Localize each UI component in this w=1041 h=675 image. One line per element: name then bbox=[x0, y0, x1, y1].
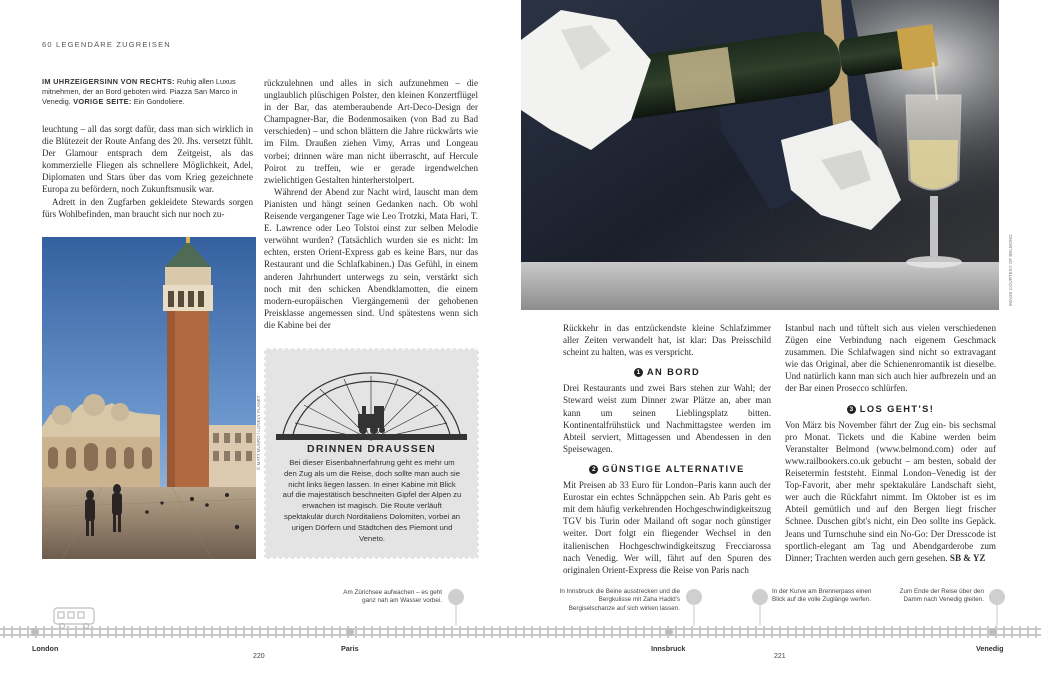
paragraph: Adrett in den Zugfarben gekleidete Stewards sorgen fürs Wohlbefinden, man braucht sich nur noch zu- bbox=[42, 196, 253, 219]
champagne-illustration bbox=[521, 0, 999, 310]
paragraph: Mit Preisen ab 33 Euro für London–Paris kann auch der Eurostar ein echtes Schnäppchen sein. Ab Paris geht es mit dem häufig verkehrenden Hochgeschwindigkeitszug TGV bis Turin oder Mailand oft sogar noch günstiger weiter. Dort folgt ein fliegender Wechsel in den italienischen Hochgeschwindigkeitszug Frecciarossa nach Venedig. Wer will, fährt auf den Spuren des originalen Orient-Express die Reise von Paris nach bbox=[563, 480, 771, 575]
route-timeline bbox=[0, 580, 1041, 675]
section-number: 2 bbox=[589, 465, 598, 474]
piazza-san-marco-illustration bbox=[42, 237, 256, 559]
sidebar-text: Bei dieser Eisenbahnerfahrung geht es mehr um den Zug als um die Reise, doch sollte man auch sie nicht links liegen lassen. In einer Kabine mit Blick auf die majestätisch beschneiten Gipfel der Alpen zu erwachen ist magisch. Die Route verläuft spektakulär durch Norditaliens Dolomiten, vorbei an urigen Dörfern und Städtchen des Piemont und Veneto. bbox=[282, 458, 462, 543]
section-heading-alternative bbox=[563, 463, 771, 475]
binoculars-icon bbox=[989, 589, 1005, 605]
ski-jump-icon bbox=[686, 589, 702, 605]
text-column-2 bbox=[264, 77, 478, 331]
author-signoff: SB & YZ bbox=[949, 552, 986, 563]
station-venedig: Venedig bbox=[976, 644, 1004, 653]
timeline-note-venedig: Zum Ende der Reise über den Damm nach Venedig gleiten. bbox=[899, 588, 984, 604]
station-london: London bbox=[32, 644, 59, 653]
section-heading-text: GÜNSTIGE ALTERNATIVE bbox=[602, 463, 745, 474]
photo-piazza-san-marco bbox=[42, 237, 256, 559]
section-number: 1 bbox=[634, 368, 643, 377]
paragraph: leuchtung – all das sorgt dafür, dass man sich wirklich in die Blütezeit der Route Anfang des 20. Jhs. versetzt fühlt. Der Glamour entsprach dem Zeitgeist, als das kommerzielle Fliegen als schnellere Möglichkeit, Adel, Diplomaten und Stars über das vom Krieg gezeichnete Europa zu befördern, noch Zukunftsmusik war. bbox=[42, 124, 253, 195]
binoculars-icon bbox=[752, 589, 768, 605]
timeline-note-brennerpass: In der Kurve am Brennerpass einen Blick auf die volle Zuglänge werfen. bbox=[772, 588, 872, 604]
section-heading-text: AN BORD bbox=[646, 367, 701, 378]
paragraph: Rückkehr in das entzückendste kleine Schlafzimmer aller Zeiten verwandelt hat, ist klar: Das Preisschild scheint zu halten, was es verspricht. bbox=[563, 323, 771, 358]
timeline-note-zurichsee: Am Zürichsee aufwachen – es geht ganz nah am Wasser vorbei. bbox=[343, 589, 442, 605]
paragraph-text: Von März bis November fährt der Zug ein- bis sechsmal pro Monat. Tickets und die Kabine werden beim Veranstalter Belmond (www.belmond.com) oder auf www.railbookers.co.uk gebucht – am besten, sobald der Reisetermin feststeht. Einmal London–Venedig ist der Top-Favorit, aber mehr spektakuläre Landschaft sieht, wer auch die Rückfahrt nimmt. Im Oktober ist es im Abteil gemütlich und auf den Bergen liegt frischer Schnee. Duschen gibt's nicht, ein Deo sollte ins Gepäck. Jeans und Turnschuhe sind ein No-Go: Der Dresscode ist sportlich-elegant am Tag und Abendgarderobe zum Dinner; Trachten werden auch gern gesehen. bbox=[785, 419, 996, 563]
section-heading-an-bord bbox=[563, 366, 771, 378]
station-paris: Paris bbox=[341, 644, 359, 653]
paragraph: Istanbul nach und tüftelt sich aus vielen verschiedenen Zügen eine Verbindung nach eigenem Geschmack zusammen. Die Schlafwagen sind nicht so extravagant wie das Original, aber die Schienenromantik ist dieselbe. Und natürlich kann man sich auch hier aufbrezeln und an der Bar einen Prosecco schlürfen. bbox=[785, 323, 996, 394]
timeline-note-innsbruck: In Innsbruck die Beine ausstrecken und die Bergkulisse mit Zaha Hadid's Bergiselschanze auf sich wirken lassen. bbox=[559, 588, 680, 612]
caption-label-previous: VORIGE SEITE: bbox=[70, 97, 132, 106]
page-number-right: 221 bbox=[774, 653, 786, 660]
station-innsbruck: Innsbruck bbox=[651, 644, 686, 653]
caption-text-previous: Ein Gondoliere. bbox=[131, 97, 185, 106]
caption-text-clockwise: Ruhig allen Luxus mitnehmen, der an Bord geboten wird. Piazza San Marco in Venedig. bbox=[42, 77, 238, 106]
text-column-3 bbox=[563, 322, 771, 576]
binoculars-icon bbox=[448, 589, 464, 605]
photo-champagne-service bbox=[521, 0, 999, 310]
section-heading-text: LOS GEHT'S! bbox=[859, 403, 935, 414]
text-column-4 bbox=[785, 322, 996, 564]
text-column-1 bbox=[42, 123, 253, 220]
photo-credit: © MATT MUNRO / LONELY PLANET bbox=[256, 395, 261, 470]
paragraph: Drei Restaurants und zwei Bars stehen zur Wahl; der Steward weist zum Dinner zwar Plätze an, aber man kann um seinen Lieblingsplatz bitten. Kontinentalfrühstück und Nachmittagstee werden im Abteil serviert, Mittagessen und Abendessen in den Speisewagen. bbox=[563, 383, 771, 454]
paragraph: rückzulehnen und alles in sich aufzunehmen – die unglaublich plüschigen Polster, den kleinen Konzertflügel in der Bar, das atemberaubende Art-Deco-Design der Champagner-Bar, die Bodenmosaiken (von Bad zu Bad verschieden) – und schon blättern die Jahre rückwärts wie im Film. Draußen ziehen Vimy, Arras und Longeau vorbei; drinnen wäre man nicht überrascht, auf Hercule Poirot zu treffen, wie er gerade irgendwelchen zwielichtigen Gestalten hinterherstolpert. bbox=[264, 78, 478, 185]
photo-caption bbox=[42, 77, 252, 107]
photo-credit: IMAGE COURTESY OF BELMOND bbox=[1008, 234, 1013, 306]
caption-label-clockwise: IM UHRZEIGERSINN VON RECHTS: bbox=[42, 77, 175, 86]
section-heading-los-gehts bbox=[785, 403, 996, 415]
paragraph bbox=[785, 419, 996, 564]
section-number: 3 bbox=[847, 405, 856, 414]
running-head: 60 LEGENDÄRE ZUGREISEN bbox=[42, 40, 171, 49]
paragraph: Während der Abend zur Nacht wird, lauscht man dem Pianisten und hängt seinen Gedanken nach. Ob wohl Reisende vergangener Tage wie Leo Trotzki, Mata Hari, T. E. Lawrence oder Leo Tolstoi einst zur selben Melodie verwöhnt wurden? (Tatsächlich wurden sie es nicht: Im echten, ersten Orient-Express gab es keine Bars, nur das Restaurant und die Schlafkabinen.) Das Gefühl, in einem anderen Jahrhundert unterwegs zu sein, verstärkt sich noch mit den schicken Abendklamotten, die einem modern-europäischen Viergängemenü der gehobenen Preisklasse angemessen sind. Und spätestens wenn sich die Kabine bei der bbox=[264, 186, 478, 330]
sidebar-title: DRINNEN DRAUSSEN bbox=[307, 443, 436, 455]
page-number-left: 220 bbox=[253, 653, 265, 660]
